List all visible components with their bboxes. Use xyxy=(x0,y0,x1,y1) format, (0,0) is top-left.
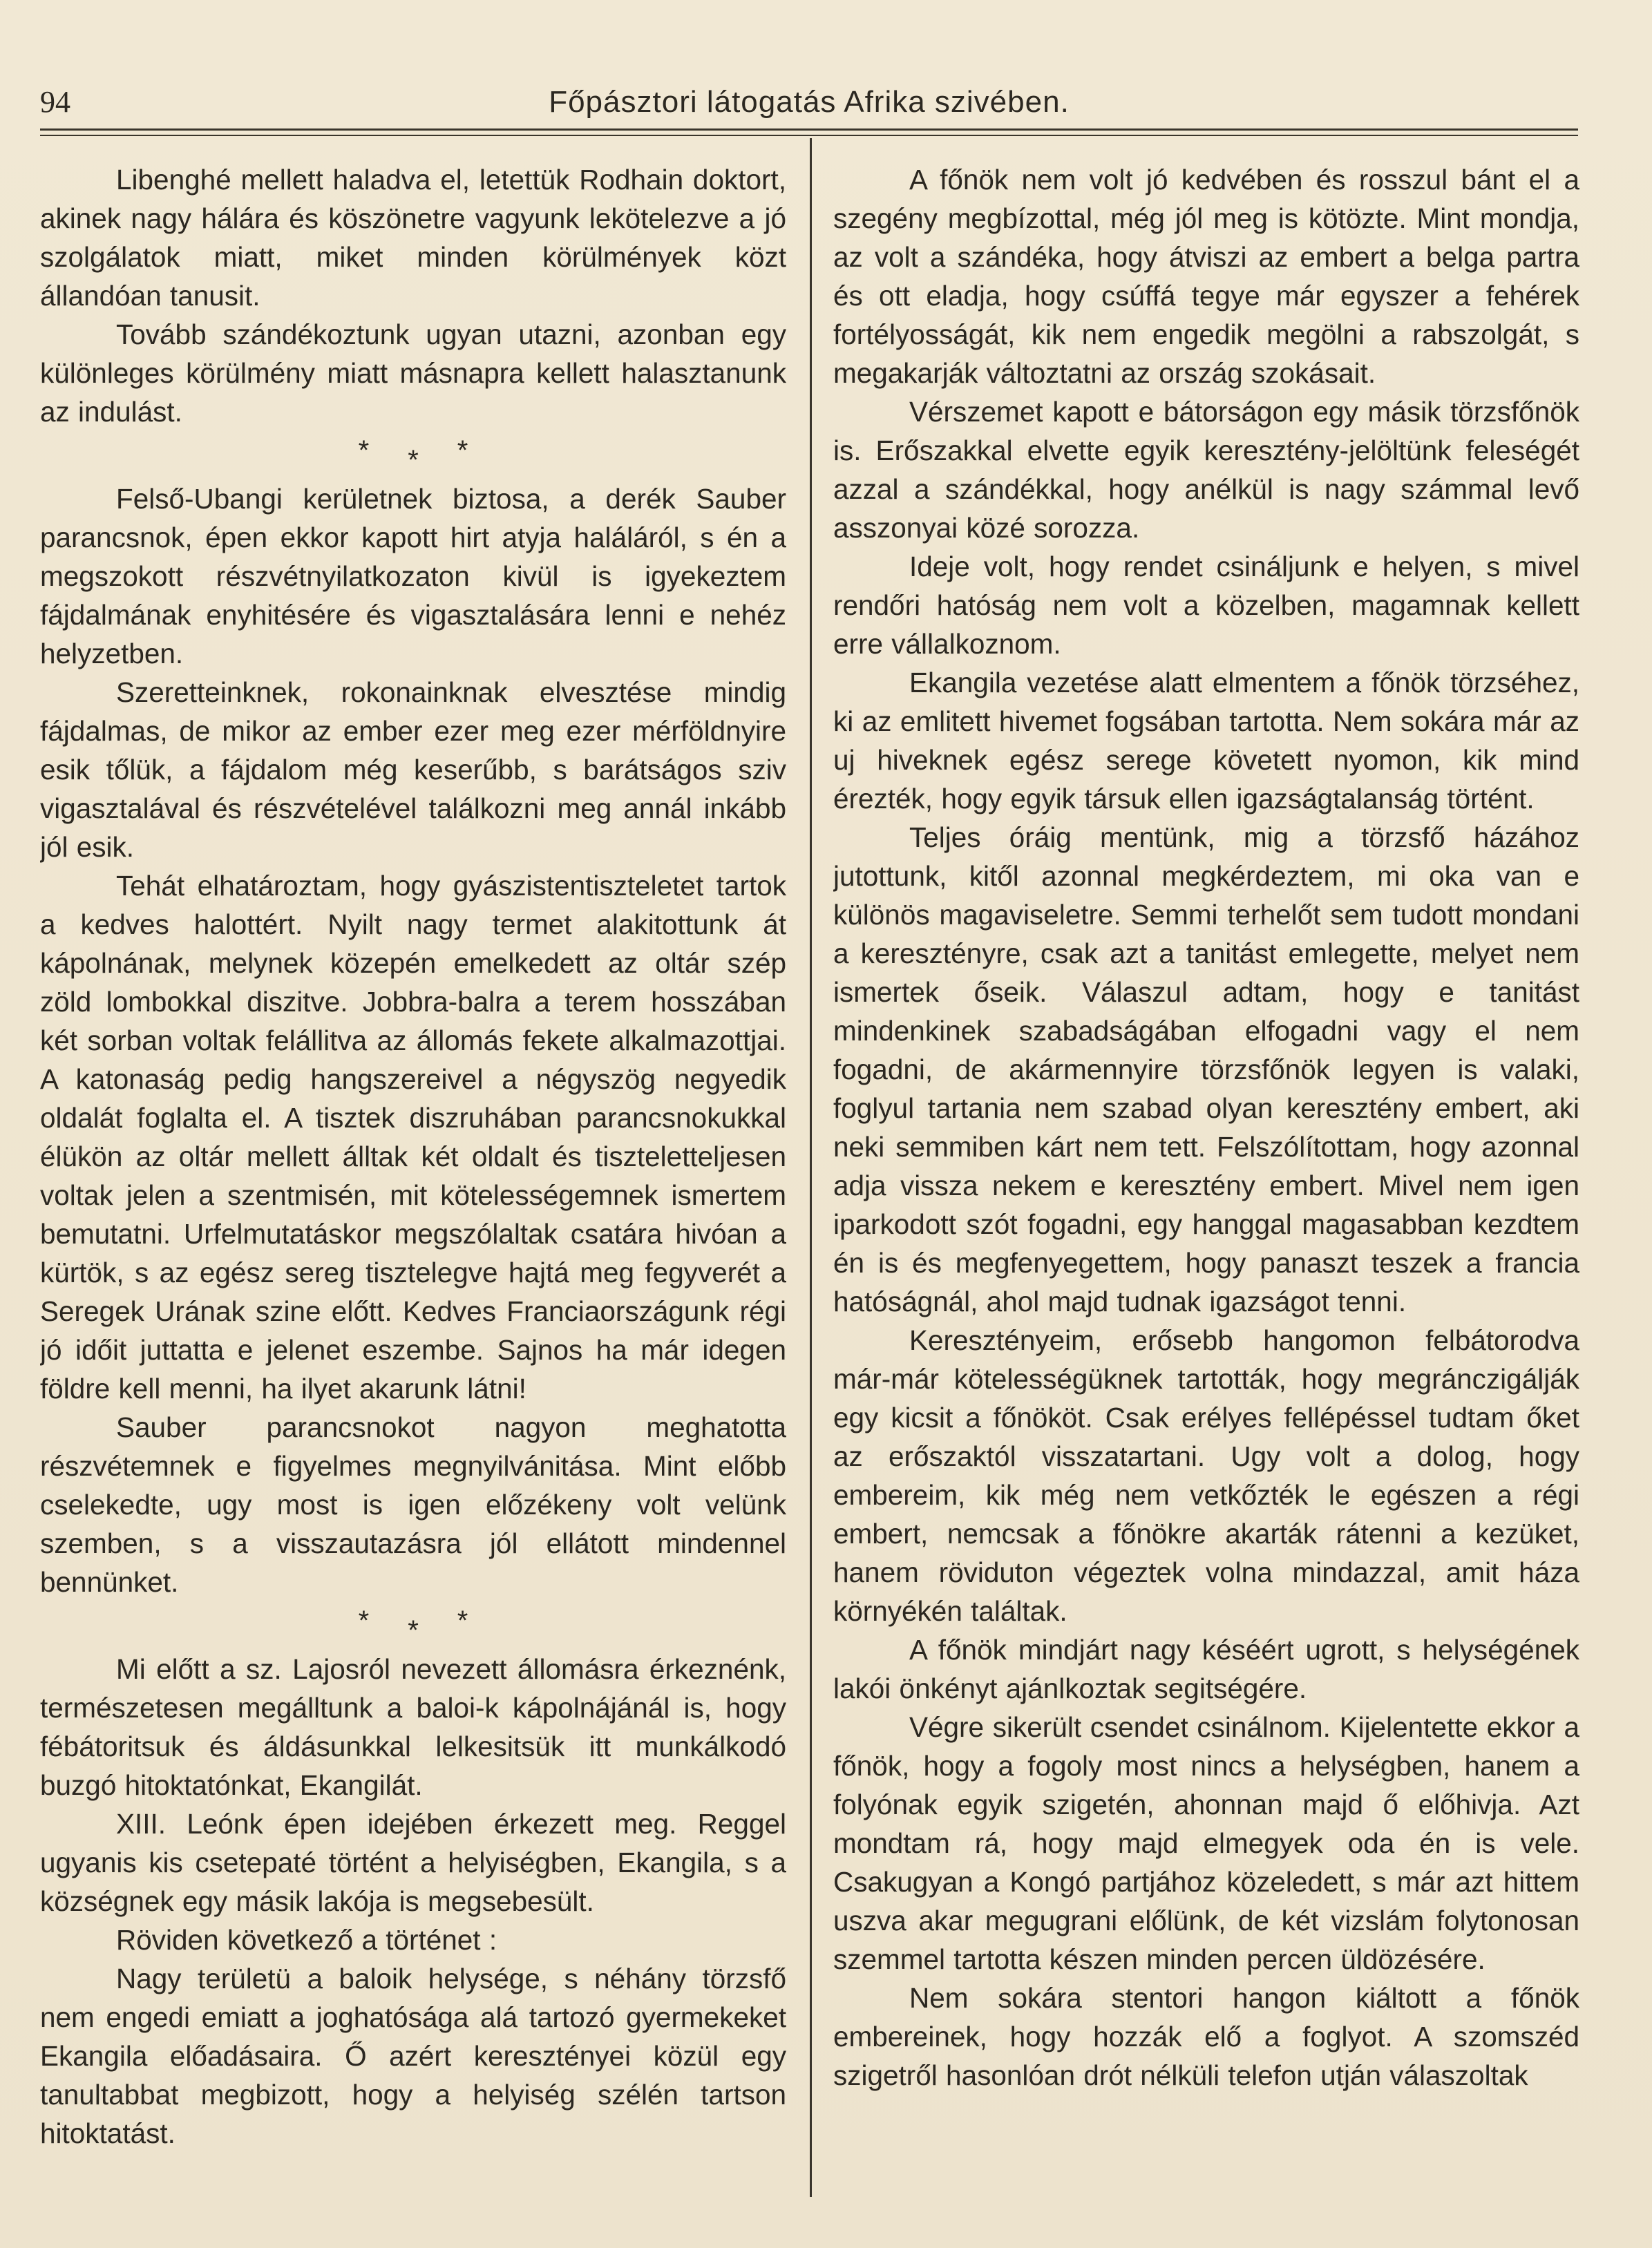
header-rule-secondary xyxy=(40,135,1578,136)
right-column xyxy=(833,160,1579,2205)
paragraph: Keresztényeim, erősebb hangomon felbátorodva már-már kötelességüknek tartották, hogy megránczigálják egy kicsit a főnököt. Csak erélyes fellépéssel tudtam őket az erőszaktól visszatartani. Ugy volt a dolog, hogy embereim, kik még nem vetkőzték le egészen a régi embert, nemcsak a főnökre akarták rátenni a kezüket, hanem röviduton végeztek volna mindazzal, amit háza környékén találtak. xyxy=(833,1324,1579,1627)
page-number: 94 xyxy=(40,85,70,119)
paragraph: Tovább szándékoztunk ugyan utazni, azonban egy különleges körülmény miatt másnapra kellett halasztanunk az indulást. xyxy=(40,318,786,428)
paragraph: A főnök nem volt jó kedvében és rosszul bánt el a szegény megbízottal, még jól meg is kötözte. Mint mondja, az volt a szándéka, hogy átviszi az embert a belga partra és ott eladja, hogy csúffá tegye már egyszer a fehérek fortélyosságát, kik nem engedik megölni a rabszolgát, s megakarják változtatni az ország szokásait. xyxy=(833,164,1579,389)
paragraph: Libenghé mellett haladva el, letettük Rodhain doktort, akinek nagy hálára és köszönetre vagyunk lekötelezve a jó szolgálatok miatt, miket minden körülmények közt állandóan tanusit. xyxy=(40,164,786,312)
asterisk: * xyxy=(408,1615,419,1646)
column-divider xyxy=(810,138,812,2197)
paragraph: Szeretteinknek, rokonainknak elvesztése mindig fájdalmas, de mikor az ember ezer meg ezer mérföldnyire esik tőlük, a fájdalom még keserűbb, s barátságos sziv vigasztalával és részvételével találkozni meg annál inkább jól esik. xyxy=(40,676,786,863)
page-header xyxy=(40,82,1578,123)
asterisk: * xyxy=(457,1606,468,1636)
asterisk: * xyxy=(457,435,468,466)
header-rule xyxy=(40,128,1578,131)
paragraph: Mi előtt a sz. Lajosról nevezett állomásra érkeznénk, természetesen megálltunk a baloi-k kápolnájánál is, hogy fébátoritsuk és áldásunkkal lelkesitsük itt munkálkodó buzgó hitoktatónkat, Ekangilát. xyxy=(40,1653,786,1801)
paragraph: Ekangila vezetése alatt elmentem a főnök törzséhez, ki az emlitett hivemet fogsában tartotta. Nem sokára már az uj hiveknek egész serege követett nyomon, kik mind érezték, hogy egyik társuk ellen igazságtalanság történt. xyxy=(833,667,1579,815)
paragraph: Tehát elhatároztam, hogy gyászistentiszteletet tartok a kedves halottért. Nyilt nagy termet alakitottunk át kápolnának, melynek közepén emelkedett az oltár szép zöld lombokkal diszitve. Jobbra-balra a terem hosszában két sorban voltak felállitva az állomás fekete alkalmazottjai. A katonaság pedig hangszereivel a négyszög negyedik oldalát foglalta el. A tisztek diszruhában parancsnokukkal élükön az oltár mellett álltak két oldalt és tiszteletteljesen voltak jelen a szentmisén, mit kötelességemnek ismertem bemutatni. Urfelmutatáskor megszólaltak csatára hivóan a kürtök, s az egész sereg tisztelegve hajtá meg fegyverét a Seregek Urának szine előtt. Kedves Franciaországunk régi jó időit juttatta e jelenet eszembe. Sajnos ha már idegen földre kell menni, ha ilyet akarunk látni! xyxy=(40,870,786,1404)
asterisk: * xyxy=(408,445,419,475)
asterisk: * xyxy=(358,1606,370,1636)
paragraph: Vérszemet kapott e bátorságon egy másik törzsfőnök is. Erőszakkal elvette egyik keresztény-jelöltünk feleségét azzal a szándékkal, hogy anélkül is nagy számmal levő asszonyai közé sorozza. xyxy=(833,396,1579,544)
paragraph: XIII. Leónk épen idejében érkezett meg. Reggel ugyanis kis csetepaté történt a helyiségben, Ekangila, s a községnek egy másik lakója is megsebesült. xyxy=(40,1808,786,1917)
paragraph: Végre sikerült csendet csinálnom. Kijelentette ekkor a főnök, hogy a fogoly most nincs a helységben, hanem a folyónak egyik szigetén, ahonnan majd ő előhivja. Azt mondtam rá, hogy majd elmegyek oda én is vele. Csakugyan a Kongó partjához közeledett, s már azt hittem uszva akar megugrani előlünk, de két vizslám folytonosan szemmel tartotta készen minden percen üldözésére. xyxy=(833,1711,1579,1975)
paragraph: Röviden következő a történet : xyxy=(116,1924,497,1956)
section-separator xyxy=(40,431,786,479)
paragraph: A főnök mindjárt nagy késéért ugrott, s helységének lakói önkényt ajánlkoztak segitségére. xyxy=(833,1634,1579,1704)
paragraph: Nem sokára stentori hangon kiáltott a főnök embereinek, hogy hozzák elő a foglyot. A szomszéd szigetről hasonlóan drót nélküli telefon utján válaszoltak xyxy=(833,1982,1579,2091)
paragraph: Felső-Ubangi kerületnek biztosa, a derék Sauber parancsnok, épen ekkor kapott hirt atyja haláláról, s én a megszokott részvétnyilatkozaton kivül is igyekeztem fájdalmának enyhitésére és vigasztalására lenni e nehéz helyzetben. xyxy=(40,483,786,669)
paragraph: Teljes óráig mentünk, mig a törzsfő házához jutottunk, kitől azonnal megkérdeztem, mi oka van e különös magaviseletre. Semmi terhelőt sem tudott mondani a keresztényre, csak azt a tanitást emlegette, melyet nem ismertek őseik. Válaszul adtam, hogy e tanitást mindenkinek szabadságában elfogadni vagy el nem fogadni, de akármennyire törzsfőnök legyen is valaki, foglyul tartania nem szabad olyan keresztény embert, aki neki semmiben kárt nem tett. Felszólítottam, hogy azonnal adja vissza nekem e keresztény embert. Mivel nem igen iparkodott szót fogadni, egy hanggal magasabban kezdtem én is és megfenyegettem, hogy panaszt teszek a francia hatóságnál, ahol majd tudnak igazságot tenni. xyxy=(833,821,1579,1317)
running-title: Főpásztori látogatás Afrika szivében. xyxy=(549,85,1070,119)
asterisk: * xyxy=(358,435,370,466)
paragraph: Nagy területü a baloik helysége, s néhány törzsfő nem engedi emiatt a joghatósága alá tartozó gyermekeket Ekangila előadásaira. Ő azért keresztényei közül egy tanultabbat megbizott, hogy a helyiség szélén tartson hitoktatást. xyxy=(40,1963,786,2149)
left-column xyxy=(40,160,786,2205)
paragraph: Ideje volt, hogy rendet csináljunk e helyen, s mivel rendőri hatóság nem volt a közelben, magamnak kellett erre vállalkoznom. xyxy=(833,551,1579,660)
section-separator xyxy=(40,1601,786,1650)
paragraph: Sauber parancsnokot nagyon meghatotta részvétemnek e figyelmes megnyilvánitása. Mint előbb cselekedte, ugy most is igen előzékeny volt velünk szemben, s a visszautazásra jól ellátott mindennel bennünket. xyxy=(40,1411,786,1598)
